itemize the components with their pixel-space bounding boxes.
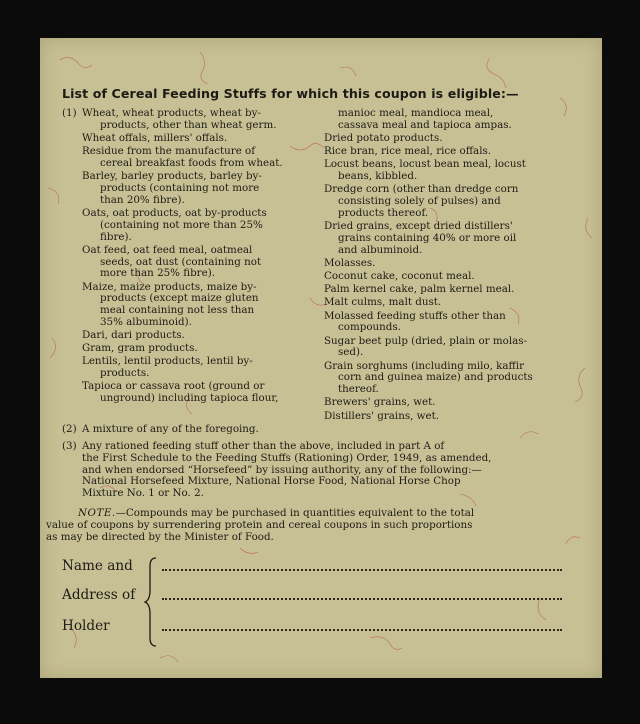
holder-label: Holder: [62, 618, 110, 634]
list-item-continuation: sed).: [338, 346, 364, 359]
list-item-continuation: unground) including tapioca flour,: [100, 392, 279, 405]
list-item-first-line: Coconut cake, coconut meal.: [324, 270, 475, 283]
list-item-first-line: [62, 330, 308, 342]
list-item: [324, 146, 578, 158]
list-item-continuation: 35% albuminoid).: [100, 315, 192, 328]
list-item-first-line: manioc meal, mandioca meal,: [338, 107, 494, 119]
list-item: [62, 330, 308, 342]
item-number: (2): [62, 423, 77, 435]
list-item: [324, 361, 578, 396]
list-item: [324, 297, 578, 309]
list-item-continuation: products (except maize gluten: [100, 292, 259, 305]
list-item: [324, 336, 578, 360]
item-3-text: and when endorsed “Horsefeed” by issuing authority, any of the following:—: [82, 463, 482, 476]
note-line: [46, 530, 566, 544]
list-item: [62, 208, 308, 243]
list-item: [324, 271, 578, 283]
list-item-first-line: Rice bran, rice meal, rice offals.: [324, 145, 492, 158]
item-3-text: Any rationed feeding stuff other than the above, included in part A of: [82, 440, 445, 452]
list-item: [62, 146, 308, 170]
list-item-continuation: seeds, oat dust (containing not: [100, 255, 262, 268]
list-item-continuation: beans, kibbled.: [338, 170, 418, 183]
note-paragraph: [46, 507, 566, 543]
list-item: [324, 159, 578, 183]
list-item-first-line: [62, 208, 308, 220]
list-item-continuation: grains containing 40% or more oil: [338, 231, 517, 244]
list-item-first-line: Molassed feeding stuffs other than: [324, 309, 506, 322]
cereal-list-left-column: [62, 108, 308, 406]
list-item-continuation: products thereof.: [338, 206, 429, 219]
list-item-continuation: products (containing not more: [100, 181, 260, 194]
list-item-first-line: [62, 133, 308, 145]
list-item-text: Maize, maize products, maize by-: [82, 280, 257, 293]
list-item-first-line: Grain sorghums (including milo, kaffir: [324, 359, 525, 372]
list-item: [324, 108, 578, 132]
list-item-first-line: Locust beans, locust bean meal, locust: [324, 158, 526, 171]
list-item-continuation: cereal breakfast foods from wheat.: [100, 156, 283, 169]
list-item-continuation: (containing not more than 25%: [100, 218, 263, 231]
list-item-first-line: Dredge corn (other than dredge corn: [324, 183, 519, 196]
list-item-first-line: Sugar beet pulp (dried, plain or molas-: [324, 334, 528, 347]
list-item-first-line: Brewers' grains, wet.: [324, 396, 436, 409]
list-item-continuation: meal containing not less than: [100, 304, 255, 317]
list-item-text: Tapioca or cassava root (ground or: [82, 380, 265, 393]
list-item-text: Wheat, wheat products, wheat by-: [82, 107, 261, 119]
list-item: [62, 381, 308, 405]
list-item-first-line: [62, 343, 308, 355]
item-2-paragraph: [62, 424, 566, 436]
list-item-first-line: [62, 356, 308, 368]
page-title: List of Cereal Feeding Stuffs for which this coupon is eligible:—: [62, 86, 519, 101]
list-item: [324, 184, 578, 219]
list-item-continuation: compounds.: [338, 321, 401, 334]
note-text: as may be directed by the Minister of Food.: [46, 530, 274, 543]
list-item-continuation: cassava meal and tapioca ampas.: [338, 118, 512, 131]
list-item-first-line: [62, 245, 308, 257]
item-text: A mixture of any of the foregoing.: [82, 423, 259, 435]
note-label: NOTE.: [78, 507, 116, 519]
item-3-paragraph: [62, 441, 566, 500]
name-entry-line[interactable]: [162, 569, 562, 571]
list-item-first-line: Dried potato products.: [324, 131, 443, 144]
coupon-card: [40, 38, 602, 678]
list-item-text: Wheat offals, millers' offals.: [82, 131, 228, 144]
list-item-continuation: than 20% fibre).: [100, 193, 185, 206]
list-item: [62, 343, 308, 355]
list-item-text: Dari, dari products.: [82, 329, 185, 342]
list-item-continuation: products, other than wheat germ.: [100, 118, 277, 131]
address-label: Address of: [62, 587, 136, 603]
item-3-text: Mixture No. 1 or No. 2.: [82, 487, 204, 500]
list-item-text: Lentils, lentil products, lentil by-: [82, 355, 253, 368]
list-item: [62, 108, 308, 132]
item-3-text: the First Schedule to the Feeding Stuffs (Rationing) Order, 1949, as amended,: [82, 451, 492, 464]
list-item-continuation: and albuminoid.: [338, 243, 423, 256]
list-item-text: Barley, barley products, barley by-: [82, 170, 262, 183]
list-item: [62, 133, 308, 145]
note-text: —Compounds may be purchased in quantities equivalent to the total: [115, 507, 475, 519]
list-item: [324, 221, 578, 256]
list-item-text: Residue from the manufacture of: [82, 145, 256, 158]
list-item-text: Gram, gram products.: [82, 342, 198, 355]
list-item: [62, 171, 308, 206]
list-item-text: Oat feed, oat feed meal, oatmeal: [82, 243, 253, 256]
list-item-continuation: consisting solely of pulses) and: [338, 195, 501, 208]
item-number: (3): [62, 440, 77, 452]
list-item-text: Oats, oat products, oat by-products: [82, 206, 267, 219]
list-item: [324, 411, 578, 423]
list-item: [62, 282, 308, 329]
note-text: value of coupons by surrendering protein and cereal coupons in such proportions: [46, 518, 473, 531]
item-number: (1): [62, 107, 77, 119]
list-item: [324, 284, 578, 296]
address-entry-line[interactable]: [162, 598, 562, 600]
list-item-first-line: Malt culms, malt dust.: [324, 296, 442, 309]
list-item-continuation: more than 25% fibre).: [100, 267, 215, 280]
item-3-text: National Horsefeed Mixture, National Horse Food, National Horse Chop: [82, 475, 461, 488]
list-item-continuation: fibre).: [100, 230, 132, 243]
list-item-first-line: Molasses.: [324, 256, 376, 269]
list-item-continuation: thereof.: [338, 383, 379, 396]
list-item-continuation: corn and guinea maize) and products: [338, 371, 533, 384]
list-item: [324, 311, 578, 335]
list-item: [324, 258, 578, 270]
list-item: [324, 133, 578, 145]
list-item: [324, 397, 578, 409]
list-item-first-line: Palm kernel cake, palm kernel meal.: [324, 283, 515, 296]
list-item: [62, 356, 308, 380]
holder-entry-line[interactable]: [162, 629, 562, 631]
item-3-line: [62, 488, 566, 500]
list-item: [62, 245, 308, 280]
name-label: Name and: [62, 558, 133, 574]
list-item-first-line: Distillers' grains, wet.: [324, 409, 439, 422]
brace-icon: [144, 556, 160, 648]
list-item-continuation: products.: [100, 367, 150, 380]
list-item-first-line: Dried grains, except dried distillers': [324, 220, 513, 233]
cereal-list-right-column: [324, 108, 578, 424]
